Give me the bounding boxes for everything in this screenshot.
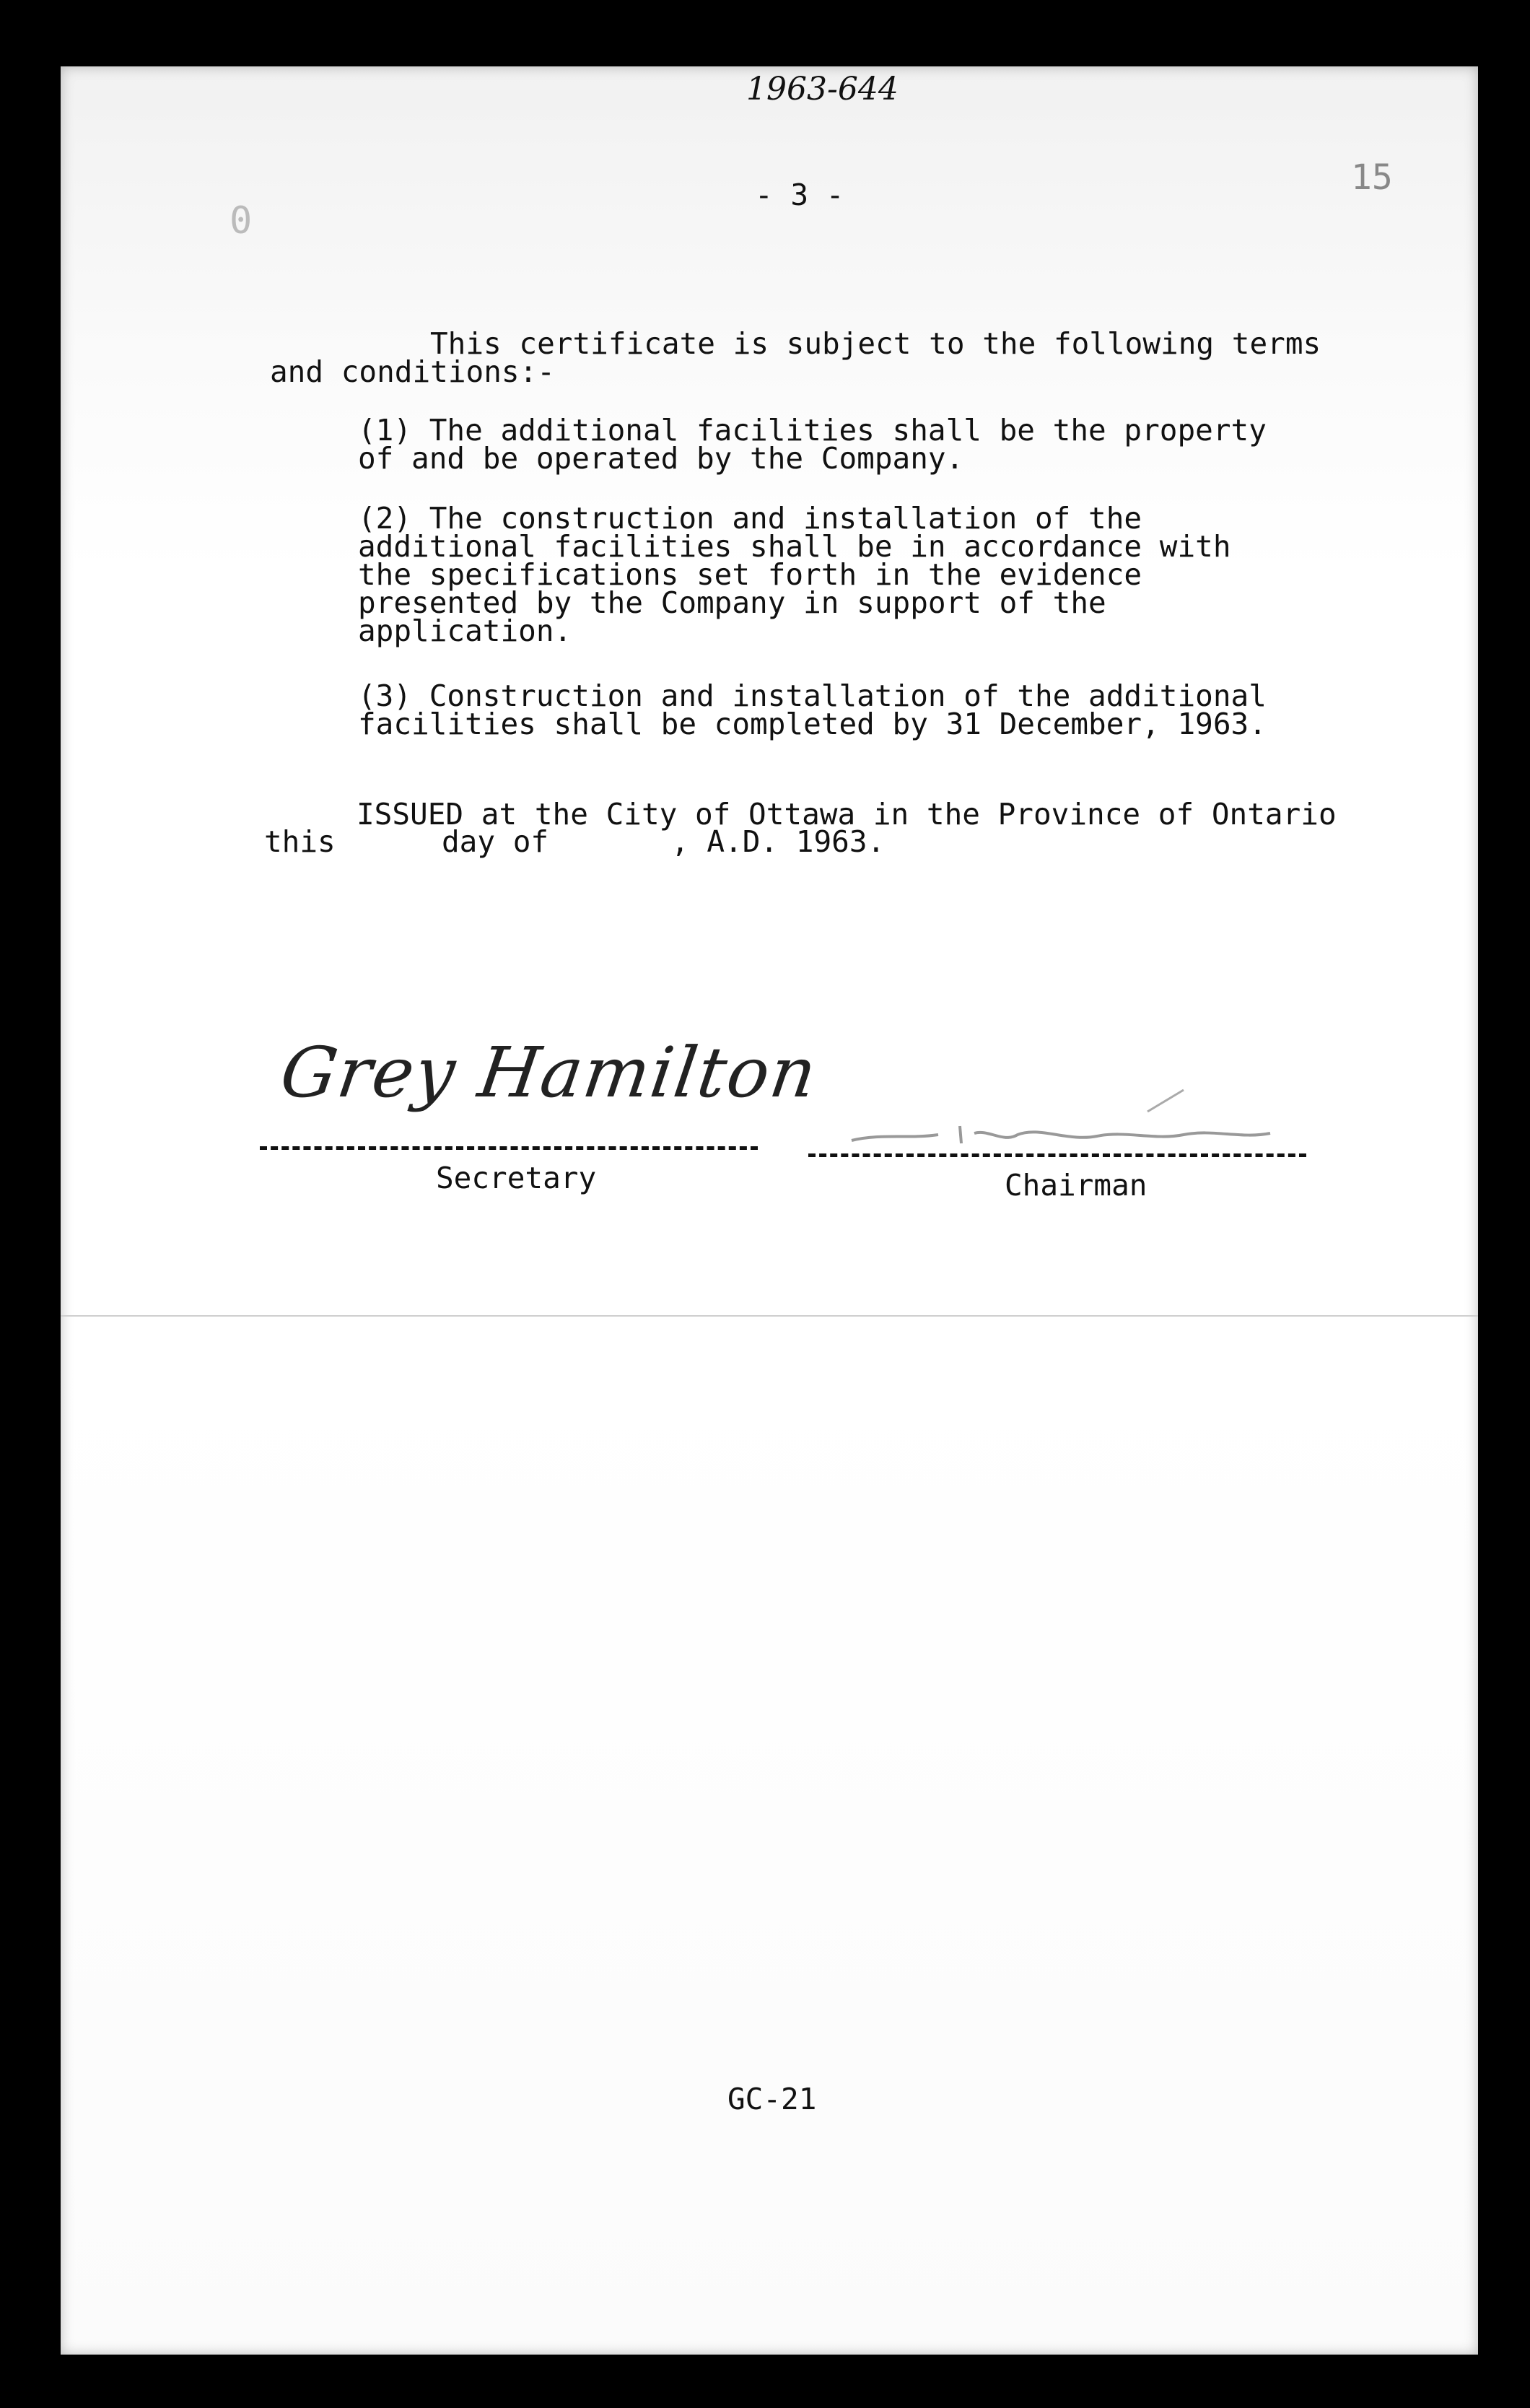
page-fold-line [61, 1315, 1478, 1317]
condition-1-line-2: of and be operated by the Company. [358, 441, 964, 476]
condition-1-line-1: (1) The additional facilities shall be the property [358, 413, 1267, 448]
secretary-signature-line [260, 1146, 758, 1150]
page-marker: - 3 - [755, 178, 844, 212]
margin-mark: 0 [230, 199, 253, 243]
secretary-label: Secretary [436, 1161, 597, 1195]
issued-this: this [264, 824, 336, 859]
condition-3-line-2: facilities shall be completed by 31 December, 1963. [358, 707, 1267, 741]
condition-2-line-2: additional facilities shall be in accordance with [358, 529, 1231, 564]
intro-line-2: and conditions:- [270, 354, 555, 389]
chairman-label: Chairman [1005, 1168, 1148, 1203]
document-page [61, 66, 1478, 2355]
issued-line-1: ISSUED at the City of Ottawa in the Province of Ontario [357, 797, 1337, 832]
chairman-signature-line [808, 1153, 1306, 1157]
issued-year: , A.D. 1963. [671, 824, 886, 859]
condition-2-line-5: application. [358, 614, 572, 648]
form-code: GC-21 [727, 2082, 817, 2116]
condition-2-line-1: (2) The construction and installation of the [358, 501, 1142, 536]
condition-2-line-4: presented by the Company in support of the [358, 585, 1106, 620]
issued-day-of: day of [442, 824, 549, 859]
intro-line-1: This certificate is subject to the following terms [430, 326, 1321, 361]
condition-3-line-1: (3) Construction and installation of the additional [358, 679, 1267, 713]
secretary-signature: Grey Hamilton [276, 1032, 823, 1113]
chairman-signature-mark [837, 1054, 1313, 1162]
folio-number: 15 [1351, 157, 1393, 198]
condition-2-line-3: the specifications set forth in the evidence [358, 557, 1142, 592]
file-number-handwritten: 1963-644 [746, 71, 899, 108]
